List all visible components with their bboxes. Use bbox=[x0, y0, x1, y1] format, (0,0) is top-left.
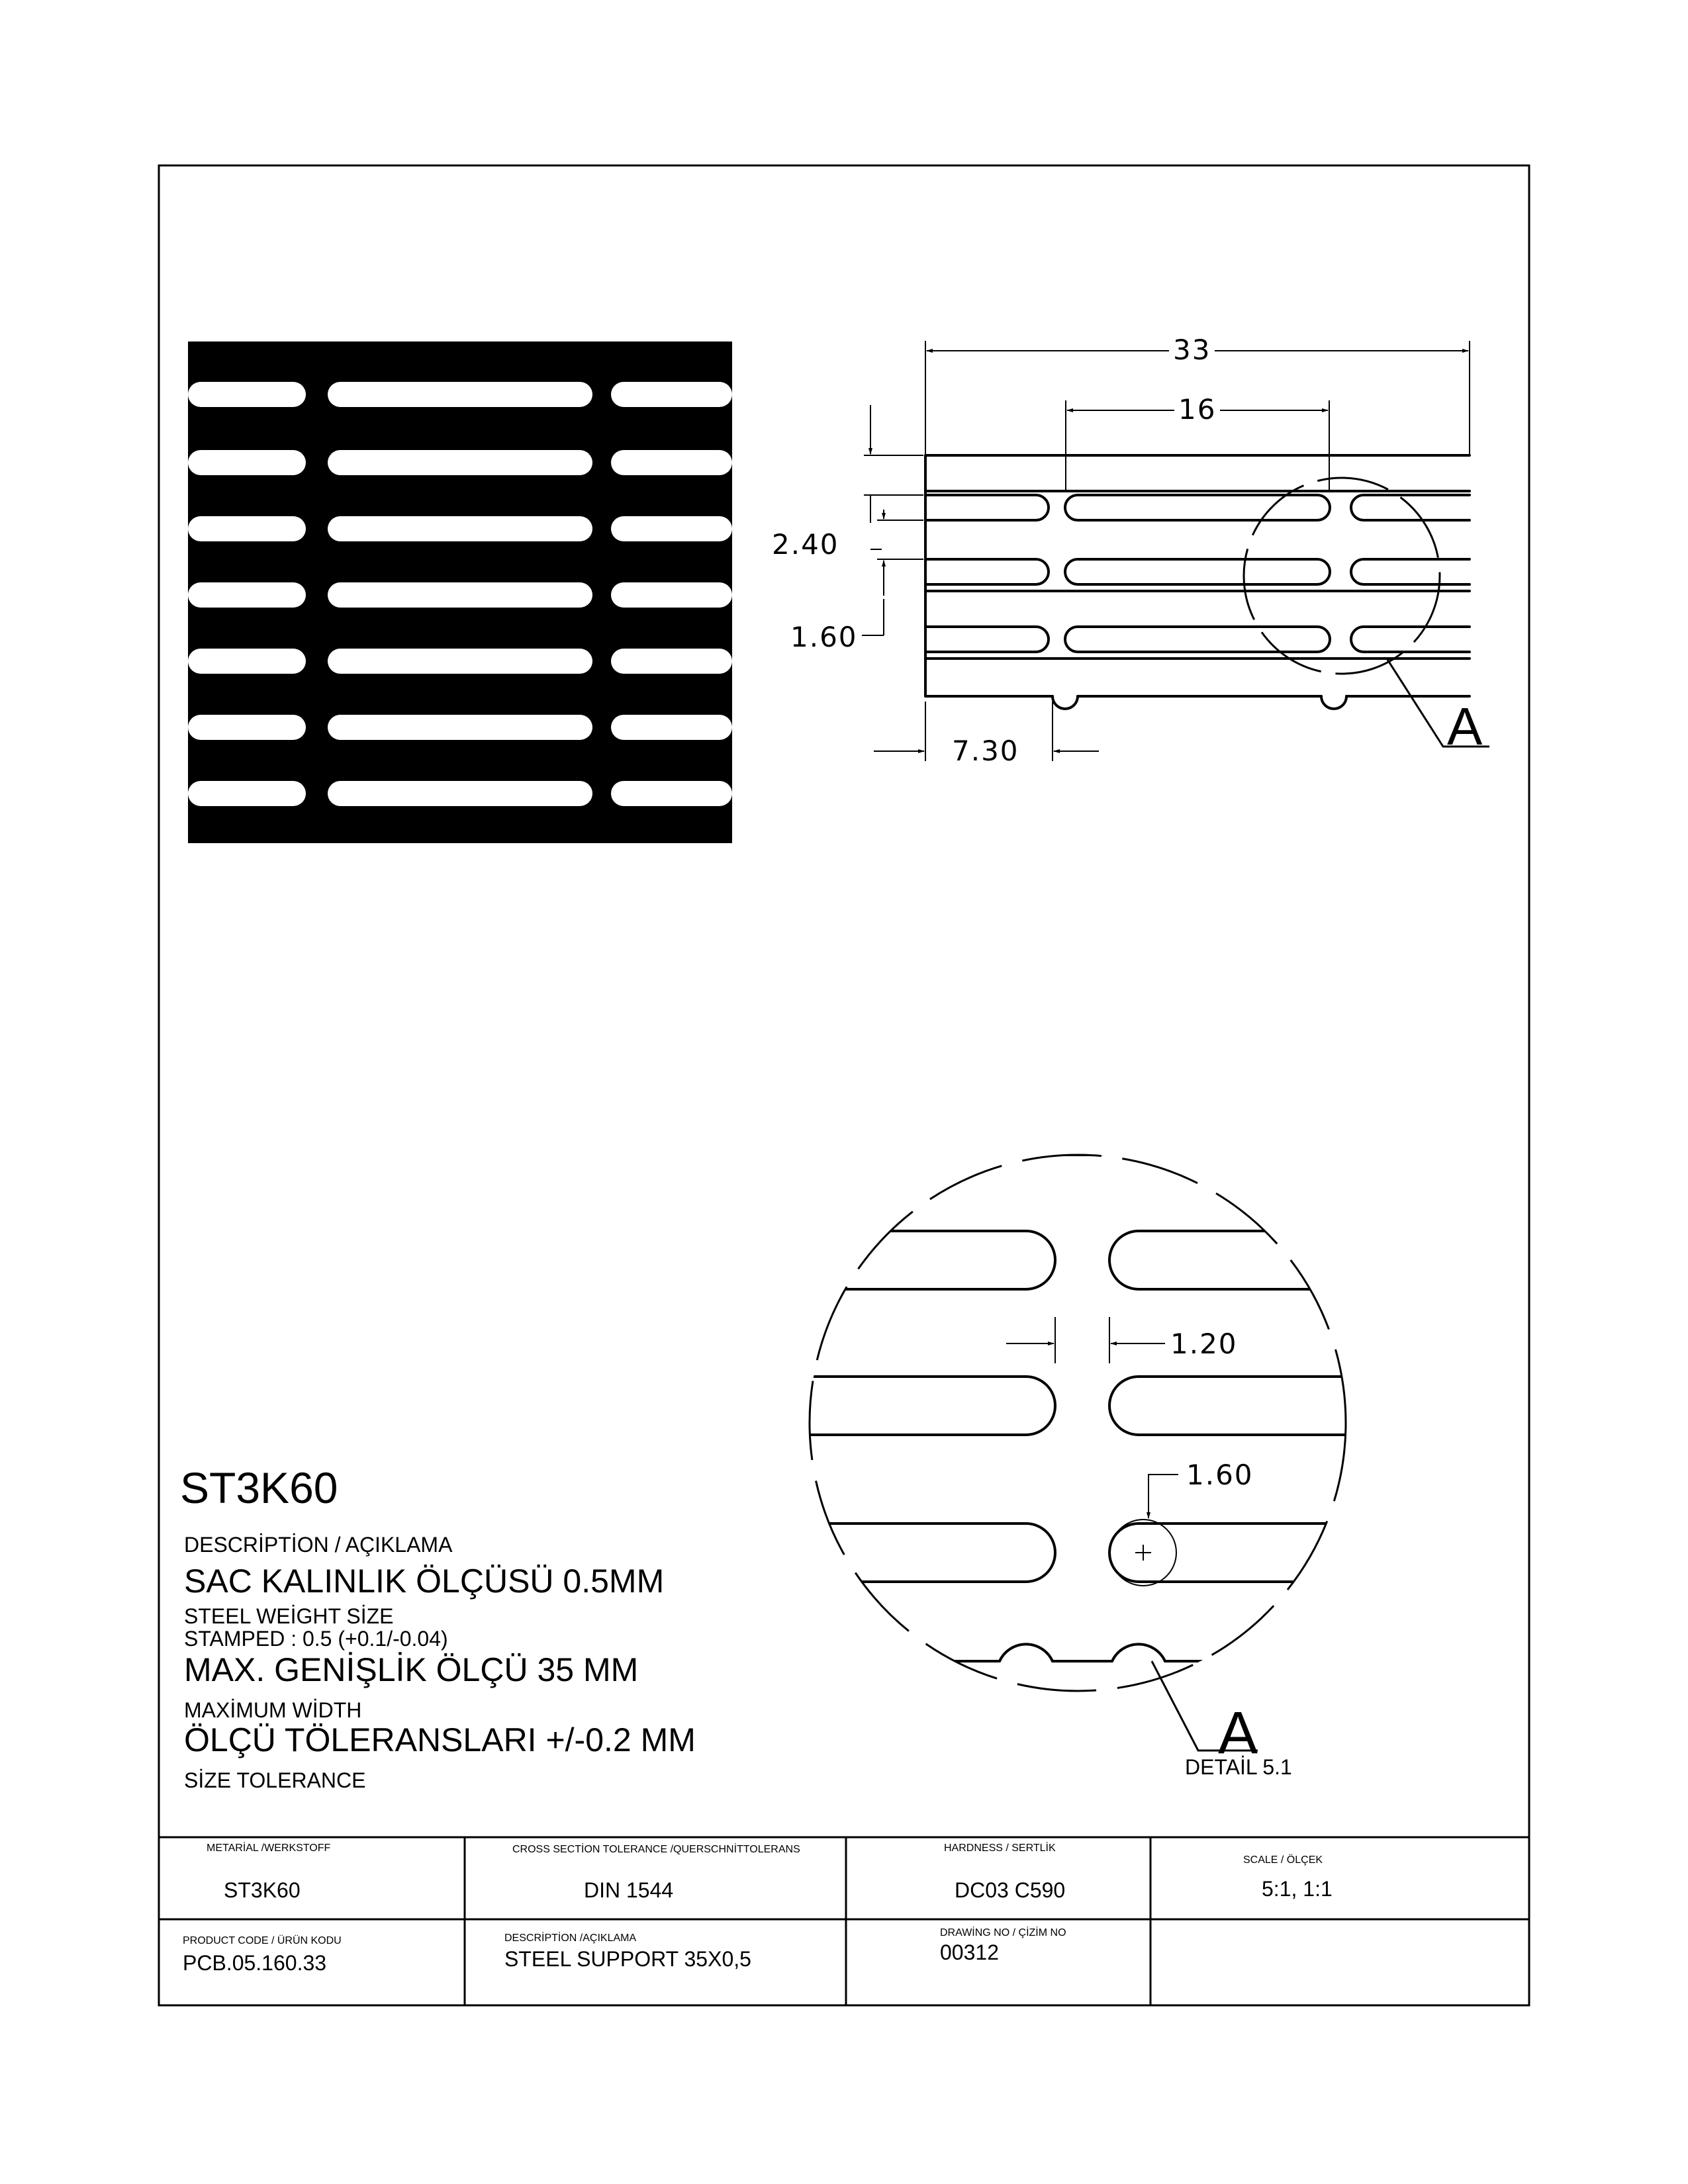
product-code-value: PCB.05.160.33 bbox=[183, 1951, 327, 1975]
tolerance-value: DIN 1544 bbox=[584, 1878, 674, 1902]
hardness-label: HARDNESS / SERTLİK bbox=[944, 1843, 1056, 1854]
perforated-plate-view bbox=[188, 341, 732, 843]
dim-overall-width: 33 bbox=[1169, 334, 1215, 366]
note-size-tolerance: ÖLÇÜ TÖLERANSLARI +/-0.2 MM bbox=[184, 1721, 696, 1758]
description-block-label: DESCRİPTİON /AÇIKLAMA bbox=[504, 1933, 637, 1944]
dim-web-width: 1.20 bbox=[1166, 1328, 1242, 1360]
title-block-grid bbox=[159, 1837, 1529, 2005]
scale-value: 5:1, 1:1 bbox=[1262, 1877, 1333, 1901]
note-max-width: MAX. GENİŞLİK ÖLÇÜ 35 MM bbox=[184, 1651, 639, 1688]
detail-view bbox=[794, 1155, 1357, 1751]
outline-view bbox=[925, 455, 1470, 709]
detail-caption: DETAİL 5.1 bbox=[1185, 1755, 1292, 1779]
hardness-value: DC03 C590 bbox=[955, 1878, 1066, 1902]
drawing-no-value: 00312 bbox=[940, 1940, 999, 1964]
dimension-lines bbox=[847, 341, 1470, 761]
dim-slot-length: 16 bbox=[1174, 393, 1220, 426]
material-label: METARİAL /WERKSTOFF bbox=[207, 1843, 331, 1854]
note-sheet-thickness: SAC KALINLIK ÖLÇÜSÜ 0.5MM bbox=[184, 1563, 665, 1600]
part-title: ST3K60 bbox=[180, 1463, 338, 1512]
note-stamped: STAMPED : 0.5 (+0.1/-0.04) bbox=[184, 1627, 448, 1651]
dim-offset: 7.30 bbox=[948, 735, 1023, 767]
product-code-label: PRODUCT CODE / ÜRÜN KODU bbox=[183, 1935, 342, 1946]
note-sheet-thickness-en: STEEL WEİGHT SİZE bbox=[184, 1604, 394, 1628]
tolerance-label: CROSS SECTİON TOLERANCE /QUERSCHNİTTOLERANS bbox=[512, 1844, 800, 1855]
detail-letter: A bbox=[1218, 1700, 1258, 1766]
material-value: ST3K60 bbox=[224, 1878, 301, 1902]
dim-slot-width: 1.60 bbox=[786, 621, 862, 653]
note-max-width-en: MAXİMUM WİDTH bbox=[184, 1698, 362, 1722]
detail-callout-letter: A bbox=[1447, 697, 1483, 756]
note-size-tolerance-en: SİZE TOLERANCE bbox=[184, 1768, 366, 1792]
dim-slot-end-diameter: 1.60 bbox=[1182, 1459, 1258, 1491]
scale-label: SCALE / ÖLÇEK bbox=[1243, 1854, 1323, 1866]
description-label: DESCRİPTİON / AÇIKLAMA bbox=[184, 1533, 453, 1557]
dim-pitch: 2.40 bbox=[768, 528, 843, 561]
description-block-value: STEEL SUPPORT 35X0,5 bbox=[504, 1947, 751, 1971]
drawing-no-label: DRAWİNG NO / ÇİZİM NO bbox=[940, 1927, 1066, 1938]
